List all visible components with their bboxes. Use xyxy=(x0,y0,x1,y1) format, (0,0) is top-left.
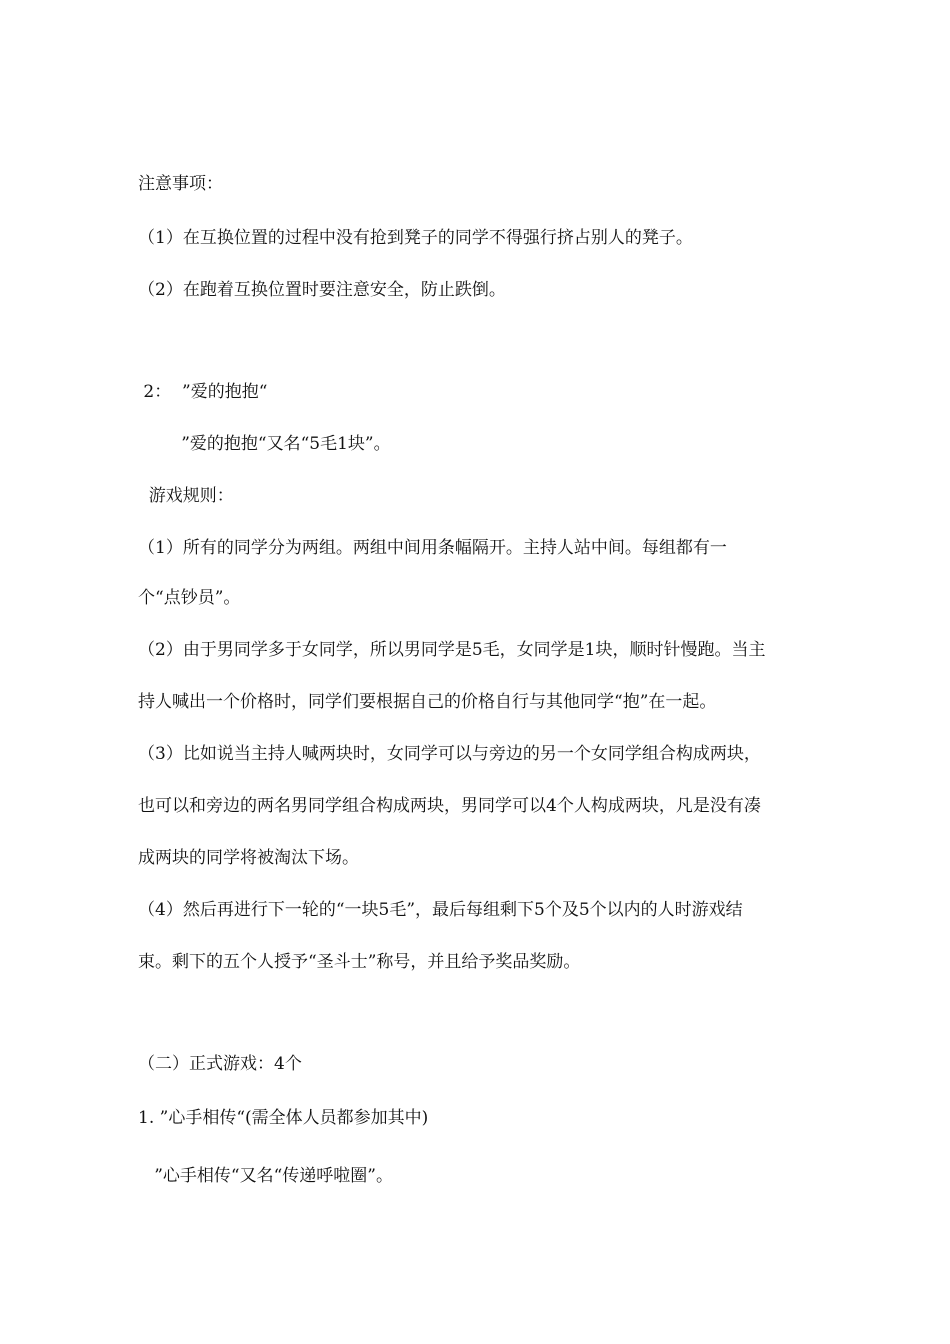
note-item-2: （2）在跑着互换位置时要注意安全，防止跌倒。 xyxy=(138,280,506,300)
rules-heading: 游戏规则： xyxy=(138,486,234,506)
game-1-title: 1. ”心手相传“(需全体人员都参加其中) xyxy=(138,1108,429,1128)
rule-2-line-1: （2）由于男同学多于女同学，所以男同学是5毛，女同学是1块，顺时针慢跑。当主 xyxy=(138,640,766,660)
rule-1-line-2: 个“点钞员”。 xyxy=(138,588,241,608)
notes-heading: 注意事项： xyxy=(138,174,223,194)
formal-games-heading: （二）正式游戏：4个 xyxy=(138,1054,302,1074)
game-1-alias: ”心手相传“又名“传递呼啦圈”。 xyxy=(138,1166,393,1186)
rule-2-line-2: 持人喊出一个价格时，同学们要根据自己的价格自行与其他同学“抱”在一起。 xyxy=(138,692,717,712)
rule-4-line-1: （4）然后再进行下一轮的“一块5毛”，最后每组剩下5个及5个以内的人时游戏结 xyxy=(138,900,743,920)
game-2-title: 2： ”爱的抱抱“ xyxy=(138,382,268,402)
note-item-1: （1）在互换位置的过程中没有抢到凳子的同学不得强行挤占别人的凳子。 xyxy=(138,228,693,248)
rule-1-line-1: （1）所有的同学分为两组。两组中间用条幅隔开。主持人站中间。每组都有一 xyxy=(138,538,727,558)
rule-3-line-3: 成两块的同学将被淘汰下场。 xyxy=(138,848,359,868)
rule-4-line-2: 束。剩下的五个人授予“圣斗士”称号，并且给予奖品奖励。 xyxy=(138,952,581,972)
rule-3-line-2: 也可以和旁边的两名男同学组合构成两块，男同学可以4个人构成两块，凡是没有凑 xyxy=(138,796,761,816)
game-2-alias: ”爱的抱抱“又名“5毛1块”。 xyxy=(138,434,391,454)
rule-3-line-1: （3）比如说当主持人喊两块时，女同学可以与旁边的另一个女同学组合构成两块， xyxy=(138,744,761,764)
